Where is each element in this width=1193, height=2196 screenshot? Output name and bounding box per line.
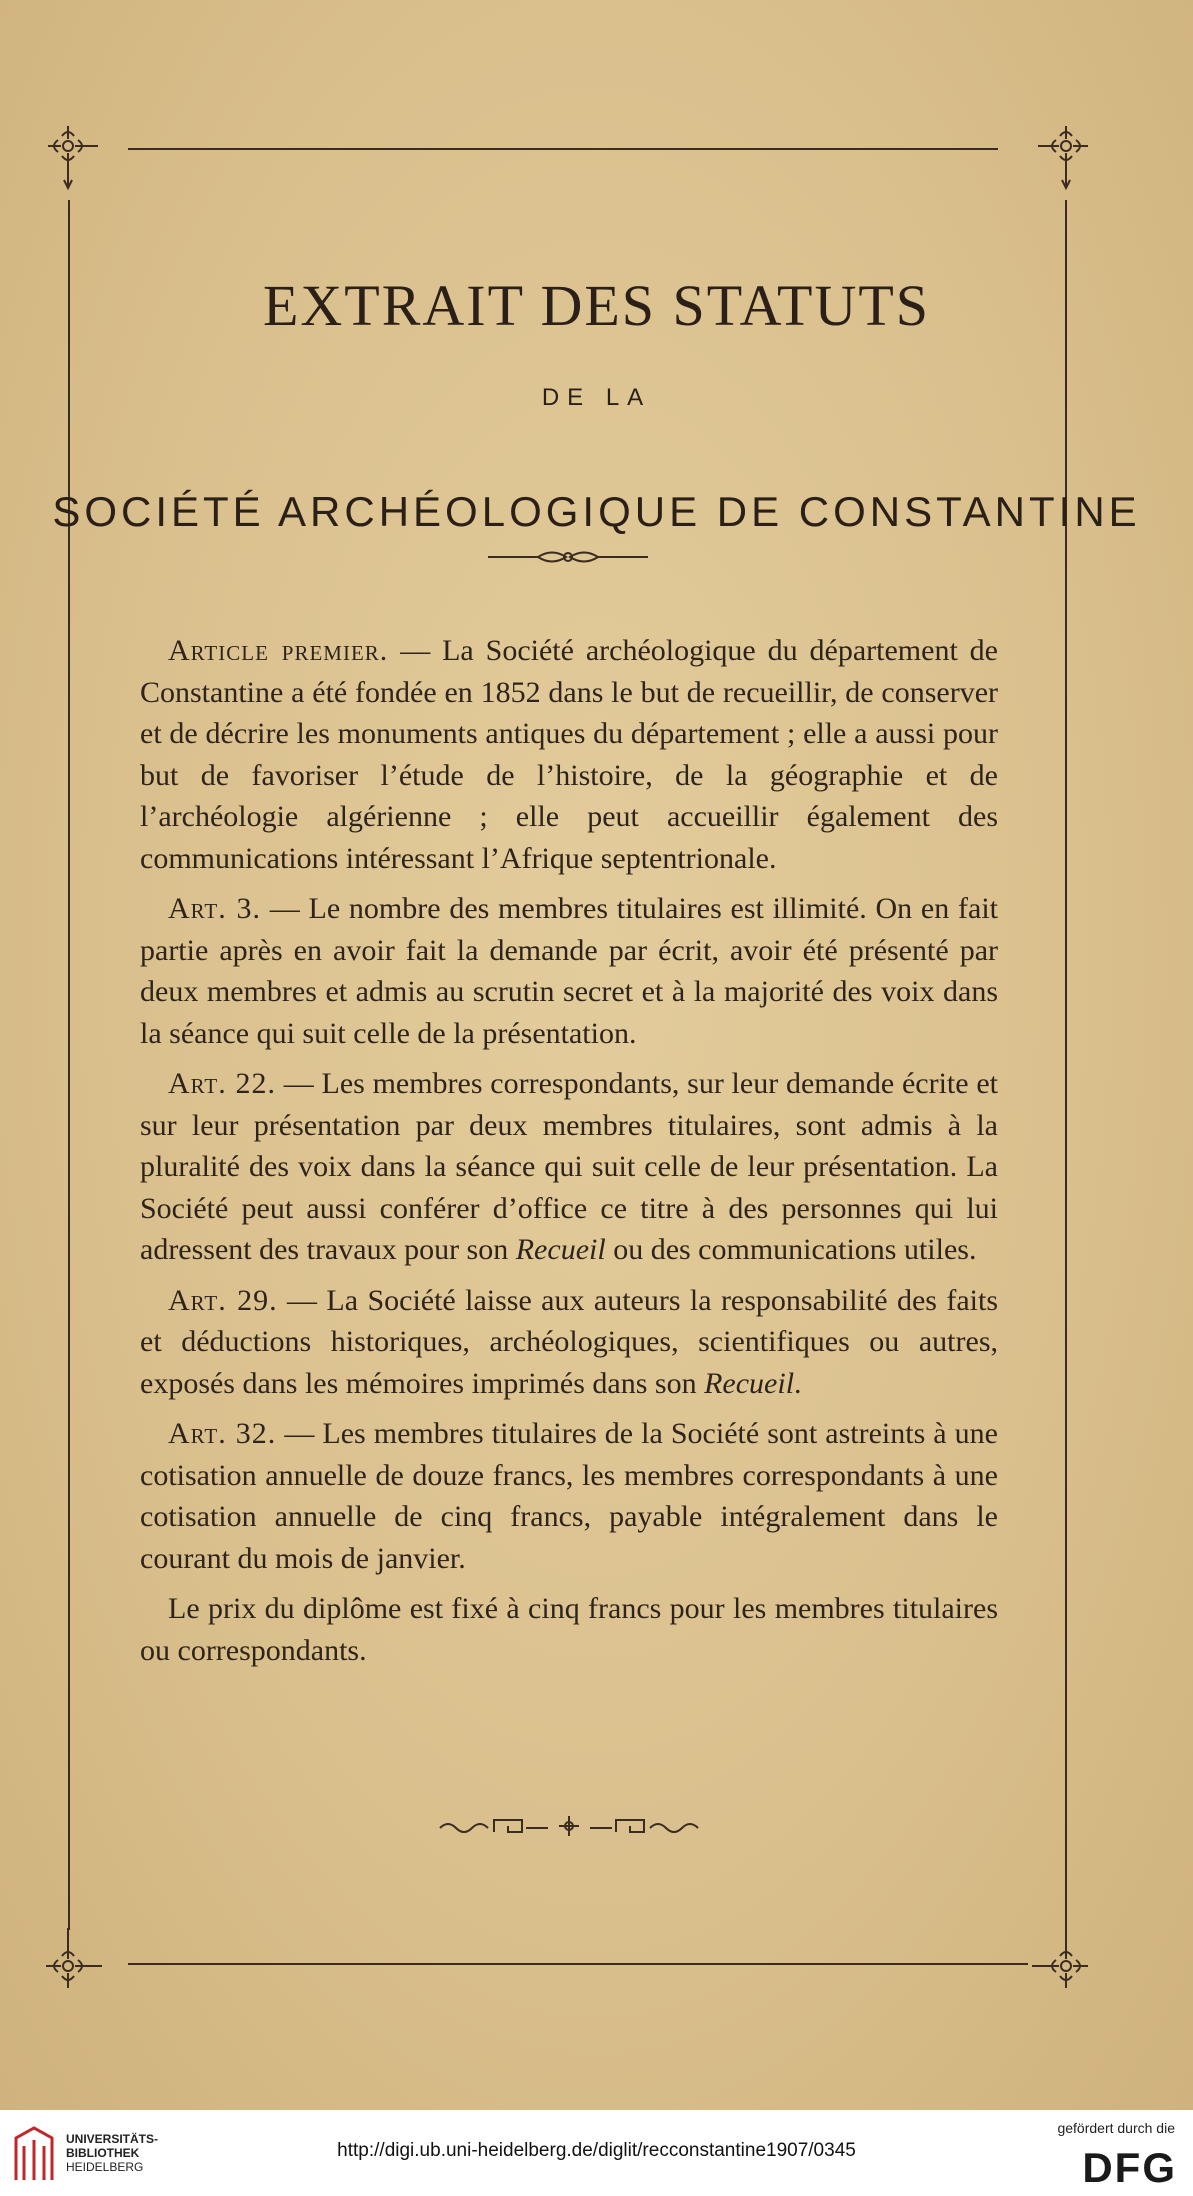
document-subtitle: DE LA xyxy=(541,384,652,411)
corner-ornament-top-left-icon xyxy=(28,106,114,192)
article-label: Article premier. xyxy=(168,634,389,667)
article-label: Art. 3. xyxy=(168,892,261,925)
society-name: SOCIÉTÉ ARCHÉOLOGIQUE DE CONSTANTINE xyxy=(52,487,1141,535)
article-text: — La Société archéologique du département de Constantine a été fondée en 1852 dans le but de recueillir, de conserver et de décrire les monuments antiques du département ; elle a aussi pour but de favoriser l’étude de l’histoire, de la géographie et de l’archéologie algérienne ; elle peut accueillir également des communications intéressant l’Afrique septentrionale. xyxy=(140,634,998,875)
corner-ornament-bottom-left-icon xyxy=(26,1922,112,2008)
article-3 xyxy=(140,888,998,1054)
recueil-emphasis: Recueil xyxy=(704,1366,795,1400)
funding-note: gefördert durch die xyxy=(1057,2120,1175,2136)
title-separator-ornament-icon xyxy=(486,546,650,568)
library-line1: UNIVERSITÄTS- xyxy=(66,2132,159,2146)
corner-ornament-top-right-icon xyxy=(1022,106,1108,192)
article-29 xyxy=(140,1280,998,1405)
article-text: — Le nombre des membres titulaires est illimité. On en fait partie après en avoir fait la demande par écrit, avoir été présenté par deux membres et admis au scrutin secret et à la majorité des voix dans la séance qui suit celle de la présentation. xyxy=(140,892,998,1050)
closing-ornament-icon xyxy=(438,1812,700,1840)
library-line3: HEIDELBERG xyxy=(66,2160,144,2174)
frame-right-line xyxy=(1065,200,1067,1930)
library-line2: BIBLIOTHEK xyxy=(66,2146,140,2160)
article-text: — Les membres titulaires de la Société sont astreints à une cotisation annuelle de douze francs, les membres correspondants à une cotisation annuelle de cinq francs, payable intégralement dans le courant du mois de janvier. xyxy=(140,1417,998,1575)
frame-bottom-line xyxy=(128,1963,1028,1965)
article-22 xyxy=(140,1063,998,1271)
article-label: Art. 29. xyxy=(168,1283,278,1317)
statutes-body xyxy=(140,630,998,1680)
article-text: — Les membres correspondants, sur leur demande écrite et sur leur présentation par deux membres titulaires, sont admis à la pluralité des voix dans la séance qui suit celle de leur présentation. La Société peut aussi conférer d’office ce titre à des personnes qui lui adressent des travaux pour son xyxy=(140,1067,998,1266)
article-label: Art. 32. xyxy=(168,1417,277,1450)
frame-left-line xyxy=(68,200,70,1930)
source-url-link[interactable]: http://digi.ub.uni-heidelberg.de/diglit/recconstantine1907/0345 xyxy=(337,2140,856,2161)
article-32 xyxy=(140,1413,998,1579)
dfg-logo: DFG xyxy=(1082,2144,1177,2191)
article-premier xyxy=(140,630,998,879)
article-text-after: ou des communications utiles. xyxy=(605,1233,977,1266)
corner-ornament-bottom-right-icon xyxy=(1024,1922,1110,2008)
closing-paragraph: Le prix du diplôme est fixé à cinq francs pour les membres titulaires ou correspondants. xyxy=(140,1592,998,1667)
frame-top-line xyxy=(128,148,998,150)
article-label: Art. 22. xyxy=(168,1067,276,1100)
article-text-after: . xyxy=(794,1366,802,1400)
recueil-emphasis: Recueil xyxy=(515,1233,606,1266)
article-text: — La Société laisse aux auteurs la responsabilité des faits et déductions historiques, archéologiques, scientifiques ou autres, exposés dans les mémoires imprimés dans son xyxy=(140,1283,998,1400)
footer-bar xyxy=(0,2110,1193,2196)
document-title: EXTRAIT DES STATUTS xyxy=(262,273,931,338)
